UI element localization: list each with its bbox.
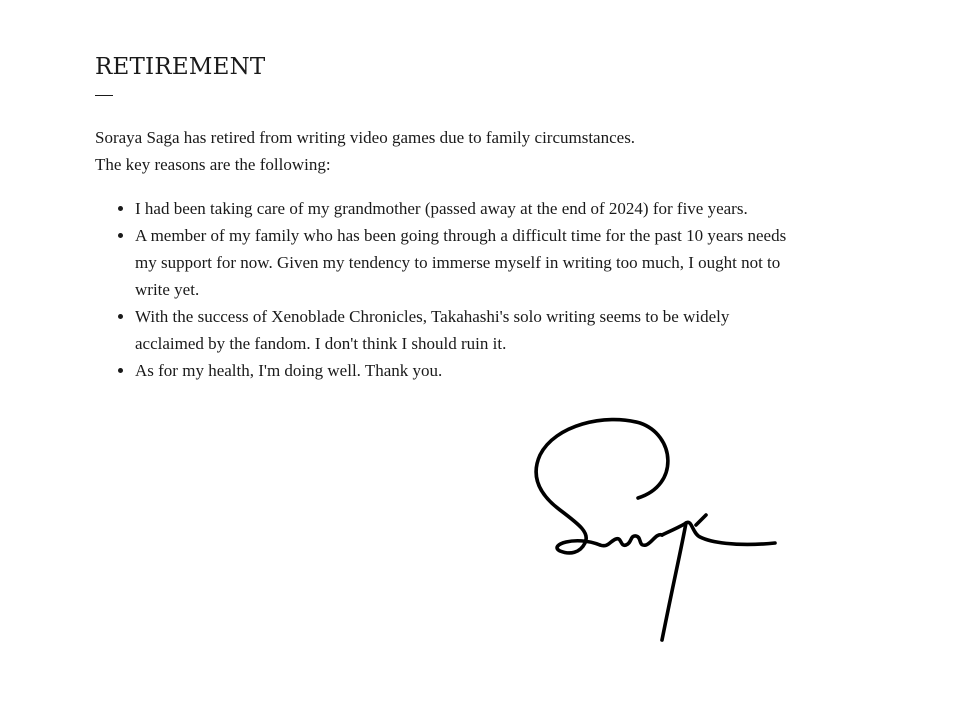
intro-line: The key reasons are the following: — [95, 155, 331, 174]
reasons-list — [95, 195, 795, 384]
list-item: • A member of my family who has been going through a difficult time for the past 10 years needs my support for now. Given my tendency to immerse myself in writing too much, I ought not to write yet. — [135, 222, 795, 303]
article — [95, 52, 795, 384]
list-item: • As for my health, I'm doing well. Thank you. — [135, 357, 795, 384]
list-item: • I had been taking care of my grandmother (passed away at the end of 2024) for five years. — [135, 195, 795, 222]
signature-image — [530, 415, 780, 645]
signature-strokes — [536, 420, 775, 640]
intro-text — [95, 124, 795, 178]
intro-line: Soraya Saga has retired from writing video games due to family circumstances. — [95, 128, 636, 147]
page-title: RETIREMENT — [95, 54, 266, 80]
title-divider — [95, 95, 113, 96]
list-item: • With the success of Xenoblade Chronicles, Takahashi's solo writing seems to be widely acclaimed by the fandom. I don't think I should ruin it. — [135, 303, 795, 357]
